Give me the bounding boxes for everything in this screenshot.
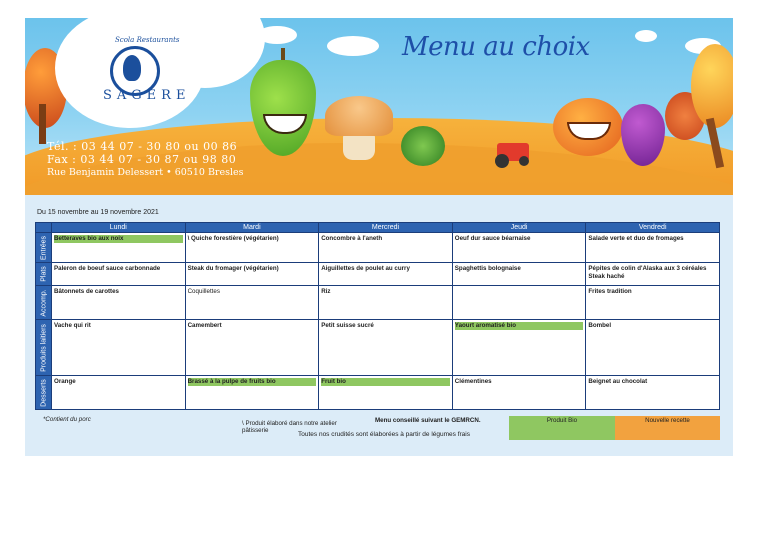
date-range: Du 15 novembre au 19 novembre 2021	[37, 209, 159, 216]
dish-name: Riz	[321, 288, 331, 295]
category-label: Desserts	[40, 378, 47, 407]
phone-number: Tél. : 03 44 07 - 30 80 ou 00 86	[47, 140, 238, 153]
bottom-note: Toutes nos crudités sont élaborées à partir de légumes frais	[298, 431, 470, 438]
menu-cell	[586, 320, 720, 376]
menu-cell	[52, 320, 186, 376]
legend-bio: Produit Bio	[509, 416, 615, 440]
menu-row	[36, 233, 720, 263]
category-label: Entrées	[40, 235, 47, 260]
menu-cell	[452, 233, 586, 263]
legend-new-recipe: Nouvelle recette	[615, 416, 720, 440]
tractor-wheel	[519, 156, 529, 166]
menu-cell	[185, 320, 319, 376]
menu-cell	[319, 376, 453, 410]
tractor-wheel	[495, 154, 509, 168]
pork-note: *Contient du porc	[43, 416, 91, 423]
dish-name: Spaghettis bolognaise	[454, 265, 521, 272]
dish-name: Steak du fromager (végétarien)	[187, 265, 279, 272]
category-cell	[36, 286, 52, 320]
category-label: Produits laitiers	[40, 323, 47, 372]
days-header-row	[36, 223, 720, 233]
menu-cell	[452, 263, 586, 286]
category-cell	[36, 233, 52, 263]
menu-cell	[52, 233, 186, 263]
day-header-mardi: Mardi	[185, 223, 319, 233]
cloud-icon	[327, 36, 379, 56]
mushroom-icon	[325, 96, 393, 136]
dish-name: Yaourt aromatisé bio	[455, 322, 584, 330]
menu-cell	[586, 376, 720, 410]
menu-cell	[452, 320, 586, 376]
category-label: Plats	[40, 266, 47, 282]
menu-cell	[185, 286, 319, 320]
dish-name: Frites tradition	[588, 288, 632, 295]
gemrcn-note: Menu conseillé suivant le GEMRCN.	[375, 417, 481, 424]
dish-name: Bombel	[588, 322, 612, 329]
category-cell	[36, 376, 52, 410]
table-corner	[36, 223, 52, 233]
cabbage-icon	[401, 126, 445, 166]
day-header-vendredi: Vendredi	[586, 223, 720, 233]
dish-name: Betteraves bio aux noix	[54, 235, 183, 243]
contact-info	[47, 140, 244, 179]
dish-name: Clémentines	[454, 378, 492, 385]
fax-number: Fax : 03 44 07 - 30 87 ou 98 80	[47, 153, 237, 166]
dish-name: Fruit bio	[321, 378, 450, 386]
menu-cell	[52, 286, 186, 320]
menu-cell	[185, 263, 319, 286]
menu-cell	[319, 233, 453, 263]
cloud-icon	[635, 30, 657, 42]
menu-row	[36, 376, 720, 410]
logo-small-text: Scola Restaurants	[115, 36, 180, 44]
menu-sheet	[25, 18, 733, 456]
day-header-lundi: Lundi	[52, 223, 186, 233]
dish-name: Camembert	[187, 322, 222, 329]
header-banner	[25, 18, 733, 195]
dish-name: Concombre à l'aneth	[321, 235, 383, 242]
menu-row	[36, 286, 720, 320]
menu-row	[36, 320, 720, 376]
category-cell	[36, 320, 52, 376]
menu-cell	[586, 233, 720, 263]
dish-name: Steak haché	[588, 273, 625, 280]
dish-name: \ Quiche forestière (végétarien)	[187, 235, 279, 242]
dish-name: Paleron de boeuf sauce carbonnade	[54, 265, 161, 272]
pastry-note: \ Produit élaboré dans notre atelier pâtisserie	[242, 420, 337, 434]
autumn-tree-icon	[691, 44, 733, 128]
dish-name: Brassé à la pulpe de fruits bio	[188, 378, 317, 386]
menu-row	[36, 263, 720, 286]
menu-cell	[185, 376, 319, 410]
page-title: Menu au choix	[402, 32, 590, 62]
menu-cell	[52, 263, 186, 286]
menu-cell	[185, 233, 319, 263]
day-header-jeudi: Jeudi	[452, 223, 586, 233]
menu-cell	[452, 376, 586, 410]
dish-name: Orange	[54, 378, 76, 385]
dish-name: Vache qui rit	[54, 322, 91, 329]
dish-name: Bâtonnets de carottes	[54, 288, 119, 295]
address: Rue Benjamin Delessert • 60510 Bresles	[47, 167, 244, 178]
menu-cell	[586, 263, 720, 286]
menu-cell	[319, 286, 453, 320]
category-cell	[36, 263, 52, 286]
dish-name: Oeuf dur sauce béarnaise	[454, 235, 531, 242]
tree-trunk	[39, 104, 46, 144]
dish-name: Beignet au chocolat	[588, 378, 648, 385]
dish-name: Pépites de colin d'Alaska aux 3 céréales	[588, 265, 707, 272]
logo-name: SAGERE	[103, 88, 191, 103]
dish-name: Aiguillettes de poulet au curry	[321, 265, 410, 272]
menu-cell	[319, 320, 453, 376]
menu-cell	[52, 376, 186, 410]
menu-cell	[319, 263, 453, 286]
category-label: Accomp.	[40, 288, 47, 317]
day-header-mercredi: Mercredi	[319, 223, 453, 233]
menu-table	[35, 222, 720, 410]
menu-cell	[586, 286, 720, 320]
menu-cell	[452, 286, 586, 320]
dish-name: Petit suisse sucré	[321, 322, 374, 329]
dish-name: Coquillettes	[187, 288, 220, 295]
dish-name: Salade verte et duo de fromages	[588, 235, 684, 242]
